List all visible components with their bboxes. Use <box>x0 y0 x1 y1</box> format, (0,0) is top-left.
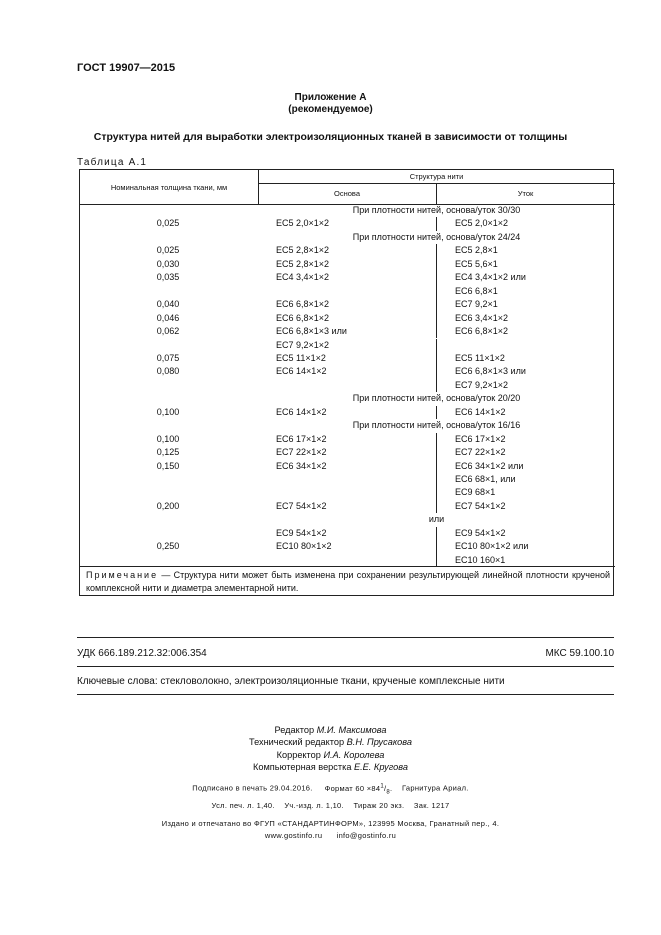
cell-warp: ЕС7 9,2×1×2 <box>276 339 330 350</box>
table-row <box>80 285 615 299</box>
table-row <box>80 339 615 353</box>
cell-weft: ЕС5 2,0×1×2 <box>455 218 509 229</box>
cell-thickness: 0,025 <box>156 218 180 229</box>
cell-warp: ЕС6 14×1×2 <box>276 366 327 377</box>
cell-warp: ЕС6 6,8×1×3 или <box>276 326 347 337</box>
col-header-thickness: Номинальная толщина ткани, мм <box>110 183 228 192</box>
table-row <box>80 298 615 312</box>
table-row <box>80 204 615 218</box>
cell-warp: ЕС7 54×1×2 <box>276 500 327 511</box>
cell-weft: ЕС7 9,2×1 <box>455 299 498 310</box>
table-row <box>80 540 615 554</box>
cell-warp: ЕС5 11×1×2 <box>276 352 326 363</box>
footer-rule <box>77 637 614 638</box>
contacts: www.gostinfo.ru info@gostinfo.ru <box>264 830 397 840</box>
table-row <box>80 554 615 568</box>
cell-weft: ЕС10 160×1 <box>455 554 506 565</box>
cell-thickness: 0,075 <box>156 352 180 363</box>
note-label: Примечание <box>86 570 159 580</box>
cell-warp: ЕС7 22×1×2 <box>276 447 327 458</box>
cell-weft: ЕС6 6,8×1 <box>455 285 498 296</box>
cell-weft: ЕС6 6,8×1×2 <box>455 326 509 337</box>
table-row <box>80 500 615 514</box>
cell-weft: ЕС5 2,8×1 <box>455 245 498 256</box>
cell-thickness: 0,200 <box>156 500 180 511</box>
cell-weft: ЕС6 14×1×2 <box>455 406 506 417</box>
cell-warp: ЕС5 2,8×1×2 <box>276 258 330 269</box>
cell-thickness: 0,150 <box>156 460 180 471</box>
table-row <box>80 379 615 393</box>
cell-weft: ЕС6 6,8×1×3 или <box>455 366 526 377</box>
table-row <box>80 460 615 474</box>
table-note <box>86 569 610 595</box>
col-header-structure: Структура нити <box>409 172 464 181</box>
table-row <box>80 392 615 406</box>
table-row <box>80 258 615 272</box>
table-row <box>80 513 615 527</box>
cell-warp: ЕС10 80×1×2 <box>276 541 332 552</box>
table-row <box>80 217 615 231</box>
table-row <box>80 419 615 433</box>
cell-thickness: 0,030 <box>156 258 180 269</box>
cell-weft: ЕС6 3,4×1×2 <box>455 312 509 323</box>
doc-code: ГОСТ 19907—2015 <box>77 62 176 74</box>
cell-warp: ЕС6 34×1×2 <box>276 460 327 471</box>
table-row <box>80 446 615 460</box>
cell-weft: ЕС6 68×1, или <box>455 474 516 484</box>
cell-warp: ЕС6 17×1×2 <box>276 433 327 444</box>
table-row <box>80 244 615 258</box>
table-row <box>80 231 615 245</box>
cell-weft: ЕС9 68×1 <box>455 487 496 498</box>
format: Формат $60 \times 84^1/_8$. <box>324 783 393 795</box>
col-header-weft: Уток <box>517 189 534 198</box>
table-row <box>80 365 615 379</box>
cell-weft: ЕС7 54×1×2 <box>455 500 506 511</box>
cell-warp: ЕС5 2,0×1×2 <box>276 218 330 229</box>
cell-weft: ЕС6 17×1×2 <box>455 433 506 444</box>
density-subheading: При плотности нитей, основа/уток 24/24 <box>352 231 521 242</box>
table-row <box>80 325 615 339</box>
table-row <box>80 271 615 285</box>
cell-warp: ЕС9 54×1×2 <box>276 527 327 538</box>
density-subheading: или <box>428 514 445 525</box>
print-details: Усл. печ. л. 1,40. Уч.-изд. л. 1,10. Тираж 20 экз. Зак. 1217 <box>211 801 450 810</box>
table-row <box>80 486 615 500</box>
table-row <box>80 352 615 366</box>
cell-thickness: 0,062 <box>156 326 180 337</box>
cell-warp: ЕС6 6,8×1×2 <box>276 312 330 323</box>
table-row <box>80 473 615 487</box>
cell-warp: ЕС6 6,8×1×2 <box>276 299 330 310</box>
mks-code: МКС 59.100.10 <box>545 648 614 659</box>
density-subheading: При плотности нитей, основа/уток 16/16 <box>352 420 521 431</box>
keywords: Ключевые слова: стекловолокно, электроизоляционные ткани, крученые комплексные нити <box>77 676 505 687</box>
cell-thickness: 0,025 <box>156 245 180 256</box>
col-header-warp: Основа <box>334 189 360 198</box>
cell-thickness: 0,046 <box>156 312 180 323</box>
credit-layout: Компьютерная верстка Е.Е. Кругова <box>253 761 408 772</box>
density-subheading: При плотности нитей, основа/уток 30/30 <box>352 205 521 215</box>
cell-weft: ЕС6 34×1×2 или <box>455 460 524 471</box>
note-text: — Структура нити может быть изменена при сохранении результирующей линейной плотности крученой комплексной нити и диаметра элементарной нити. <box>86 570 610 593</box>
cell-thickness: 0,100 <box>156 406 180 417</box>
typeface: Гарнитура Ариал. <box>401 783 469 793</box>
cell-thickness: 0,125 <box>156 447 180 458</box>
credit-tech-editor: Технический редактор В.Н. Прусакова <box>249 737 412 748</box>
cell-weft: ЕС4 3,4×1×2 или <box>455 272 526 283</box>
cell-warp: ЕС5 2,8×1×2 <box>276 245 330 256</box>
cell-weft: ЕС9 54×1×2 <box>455 527 506 538</box>
table-row <box>80 406 615 420</box>
density-subheading: При плотности нитей, основа/уток 20/20 <box>352 393 521 404</box>
cell-weft: ЕС5 5,6×1 <box>455 258 498 269</box>
cell-weft: ЕС7 22×1×2 <box>455 447 506 458</box>
appendix-status: (рекомендуемое) <box>288 104 373 115</box>
cell-thickness: 0,080 <box>156 366 180 377</box>
table-row <box>80 433 615 447</box>
udk-code: УДК 666.189.212.32:006.354 <box>77 648 207 659</box>
publisher-info <box>0 818 661 841</box>
table-label: Таблица А.1 <box>77 157 148 168</box>
credits <box>0 724 661 773</box>
signed-date: Подписано в печать 29.04.2016. <box>192 783 313 793</box>
cell-thickness: 0,035 <box>156 272 180 283</box>
appendix-title: Приложение А <box>294 92 367 103</box>
table-row <box>80 527 615 541</box>
cell-thickness: 0,250 <box>156 541 180 552</box>
cell-weft: ЕС5 11×1×2 <box>455 352 505 363</box>
structure-table <box>79 169 614 596</box>
footer-rule-2 <box>77 666 614 667</box>
cell-warp: ЕС4 3,4×1×2 <box>276 272 330 283</box>
cell-warp: ЕС6 14×1×2 <box>276 406 327 417</box>
cell-thickness: 0,100 <box>156 433 180 444</box>
publisher: Издано и отпечатано во ФГУП «СТАНДАРТИНФОРМ», 123995 Москва, Гранатный пер., 4. <box>161 819 500 828</box>
cell-weft: ЕС10 80×1×2 или <box>455 541 529 552</box>
credit-proofreader: Корректор И.А. Королева <box>276 749 385 760</box>
table-row <box>80 312 615 326</box>
cell-thickness: 0,040 <box>156 299 180 310</box>
credit-editor: Редактор М.И. Максимова <box>274 725 387 735</box>
section-heading: Структура нитей для выработки электроизоляционных тканей в зависимости от толщины <box>93 131 568 143</box>
footer-rule-3 <box>77 694 614 695</box>
print-info <box>0 780 661 812</box>
cell-weft: ЕС7 9,2×1×2 <box>455 379 509 390</box>
